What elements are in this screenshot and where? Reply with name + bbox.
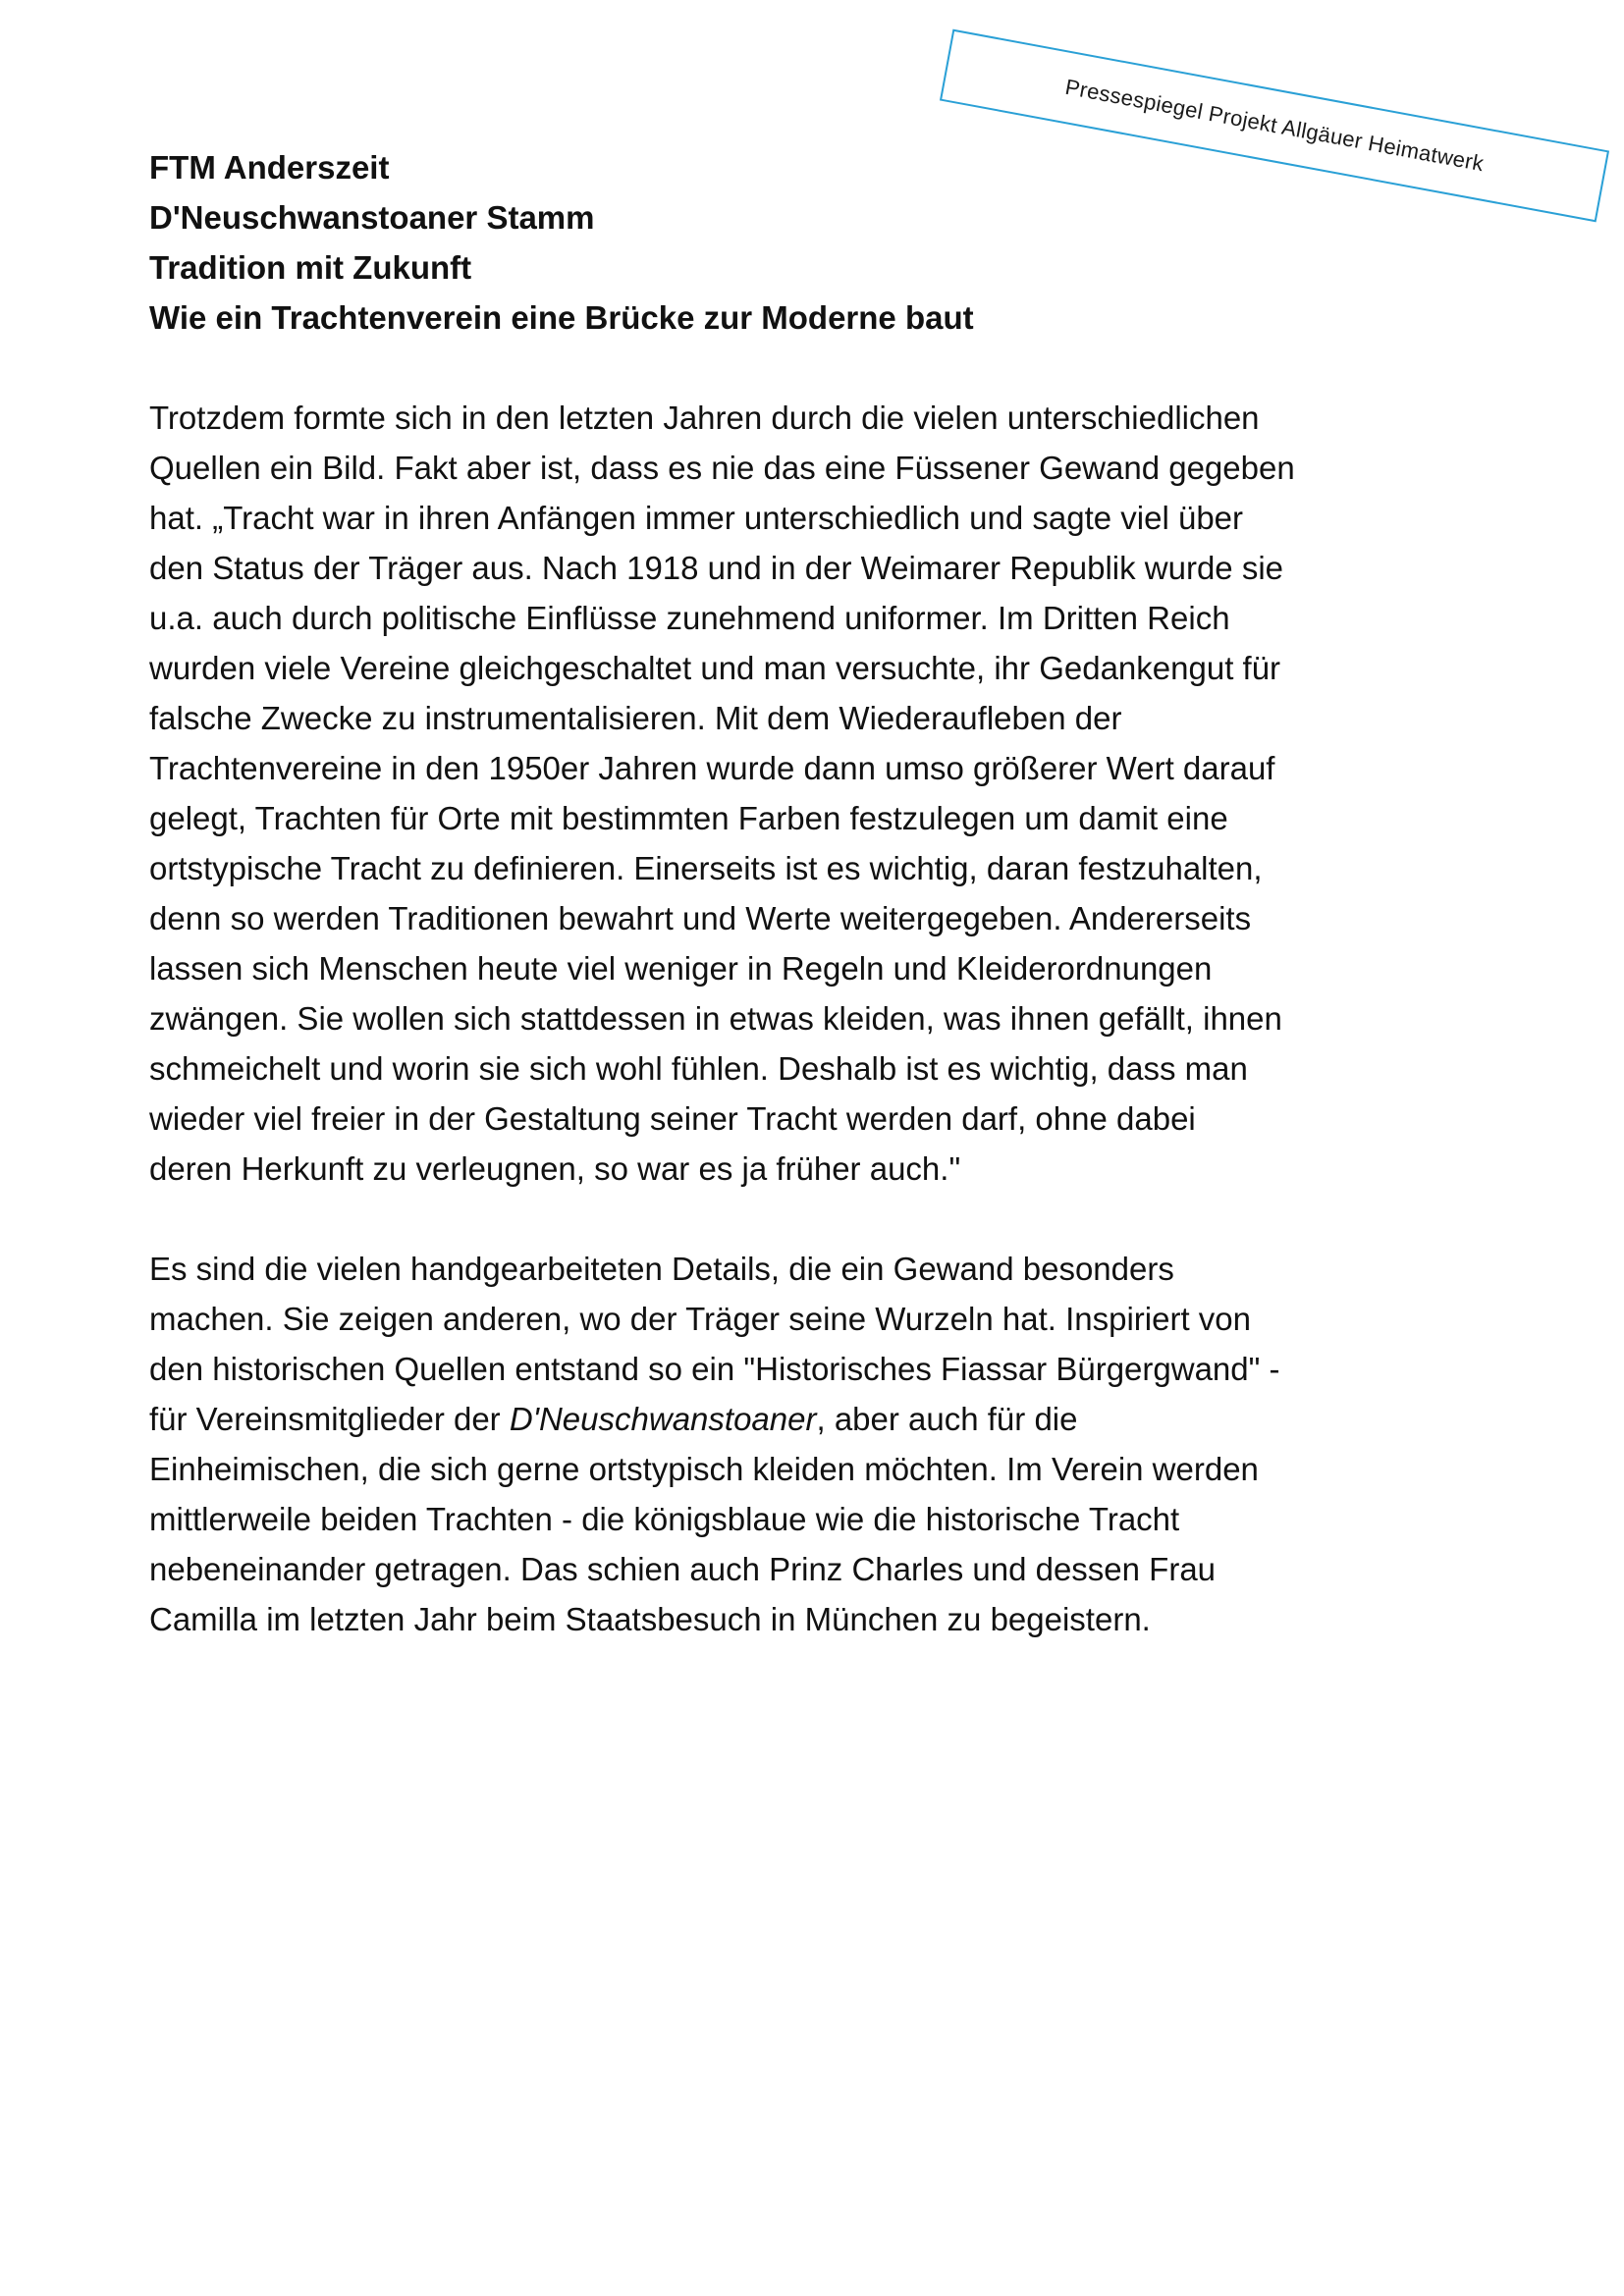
paragraph-line: wurden viele Vereine gleichgeschaltet und man versuchte, ihr Gedankengut für — [149, 650, 1281, 686]
headline-block — [149, 142, 1524, 343]
paragraph-line: nebeneinander getragen. Das schien auch Prinz Charles und dessen Frau — [149, 1551, 1217, 1587]
paragraph-text: für Vereinsmitglieder der — [149, 1401, 510, 1437]
club-name-italic: D'Neuschwanstoaner — [509, 1401, 817, 1437]
paragraph-line: den historischen Quellen entstand so ein "Historisches Fiassar Bürgergwand" - — [149, 1351, 1280, 1387]
paragraph-line: zwängen. Sie wollen sich stattdessen in etwas kleiden, was ihnen gefällt, ihnen — [149, 1000, 1282, 1037]
paragraph-line — [149, 1394, 1524, 1444]
paragraph-1 — [149, 393, 1524, 1194]
paragraph-line: u.a. auch durch politische Einflüsse zunehmend uniformer. Im Dritten Reich — [149, 600, 1230, 636]
paragraph-text: , aber auch für die — [816, 1401, 1078, 1437]
paragraph-line: mittlerweile beiden Trachten - die königsblaue wie die historische Tracht — [149, 1501, 1180, 1537]
paragraph-line: den Status der Träger aus. Nach 1918 und in der Weimarer Republik wurde sie — [149, 550, 1284, 586]
paragraph-line: lassen sich Menschen heute viel weniger in Regeln und Kleiderordnungen — [149, 950, 1213, 987]
headline-club: D'Neuschwanstoaner Stamm — [149, 199, 595, 236]
paragraph-line: wieder viel freier in der Gestaltung seiner Tracht werden darf, ohne dabei — [149, 1100, 1196, 1137]
paragraph-line: Es sind die vielen handgearbeiteten Details, die ein Gewand besonders — [149, 1251, 1174, 1287]
paragraph-line: denn so werden Traditionen bewahrt und Werte weitergegeben. Andererseits — [149, 900, 1252, 936]
headline-subtitle: Wie ein Trachtenverein eine Brücke zur Moderne baut — [149, 299, 974, 336]
paragraph-line: schmeichelt und worin sie sich wohl fühlen. Deshalb ist es wichtig, dass man — [149, 1050, 1248, 1087]
headline-organization: FTM Anderszeit — [149, 149, 390, 186]
stamp-text: Pressespiegel Projekt Allgäuer Heimatwerk — [1062, 74, 1487, 177]
paragraph-line: Quellen ein Bild. Fakt aber ist, dass es nie das eine Füssener Gewand gegeben — [149, 450, 1295, 486]
paragraph-line: Camilla im letzten Jahr beim Staatsbesuch in München zu begeistern. — [149, 1601, 1151, 1637]
paragraph-line: ortstypische Tracht zu definieren. Einerseits ist es wichtig, daran festzuhalten, — [149, 850, 1263, 886]
paragraph-line: deren Herkunft zu verleugnen, so war es ja früher auch." — [149, 1150, 961, 1187]
paragraph-line: falsche Zwecke zu instrumentalisieren. Mit dem Wiederaufleben der — [149, 700, 1122, 736]
headline-title: Tradition mit Zukunft — [149, 249, 472, 286]
paragraph-line: Trachtenvereine in den 1950er Jahren wurde dann umso größerer Wert darauf — [149, 750, 1275, 786]
paragraph-line: hat. „Tracht war in ihren Anfängen immer unterschiedlich und sagte viel über — [149, 500, 1244, 536]
document-body — [149, 142, 1524, 1644]
paragraph-line: gelegt, Trachten für Orte mit bestimmten Farben festzulegen um damit eine — [149, 800, 1228, 836]
paragraph-line: Trotzdem formte sich in den letzten Jahren durch die vielen unterschiedlichen — [149, 400, 1260, 436]
paragraph-2 — [149, 1244, 1524, 1644]
paragraph-line: Einheimischen, die sich gerne ortstypisch kleiden möchten. Im Verein werden — [149, 1451, 1259, 1487]
paragraph-line: machen. Sie zeigen anderen, wo der Träger seine Wurzeln hat. Inspiriert von — [149, 1301, 1251, 1337]
